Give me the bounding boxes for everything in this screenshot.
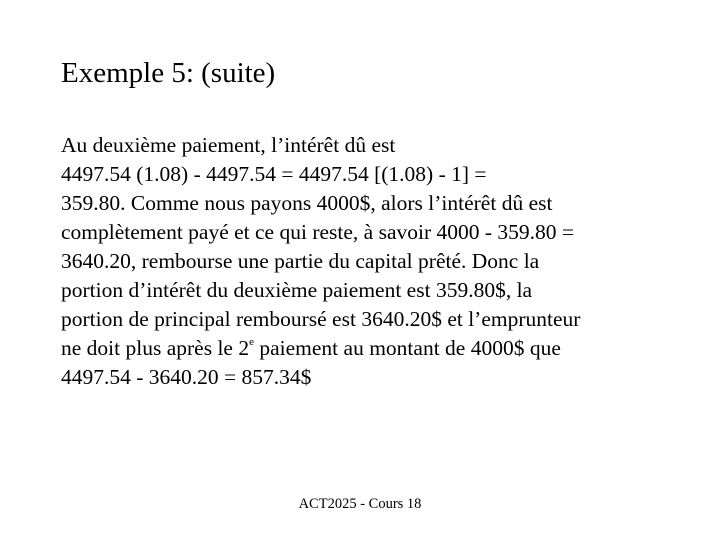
body-line: portion d’intérêt du deuxième paiement est 359.80$, la [61, 278, 533, 302]
body-line [61, 334, 661, 363]
body-line: complètement payé et ce qui reste, à savoir 4000 - 359.80 = [61, 220, 575, 244]
slide-footer: ACT2025 - Cours 18 [298, 496, 422, 512]
slide-body [61, 131, 661, 392]
body-line-text: ne doit plus après le 2 [61, 336, 250, 360]
body-line: portion de principal remboursé est 3640.20$ et l’emprunteur [61, 307, 581, 331]
body-line: 3640.20, rembourse une partie du capital prêté. Donc la [61, 249, 540, 273]
body-line: 359.80. Comme nous payons 4000$, alors l’intérêt dû est [61, 191, 553, 215]
body-line-text: paiement au montant de 4000$ que [253, 336, 561, 360]
ordinal-superscript: e [249, 335, 254, 348]
body-line: Au deuxième paiement, l’intérêt dû est [61, 133, 396, 157]
slide-title: Exemple 5: (suite) [61, 57, 276, 89]
body-line: 4497.54 (1.08) - 4497.54 = 4497.54 [(1.08) - 1] = [61, 162, 487, 186]
body-line: 4497.54 - 3640.20 = 857.34$ [61, 365, 312, 389]
